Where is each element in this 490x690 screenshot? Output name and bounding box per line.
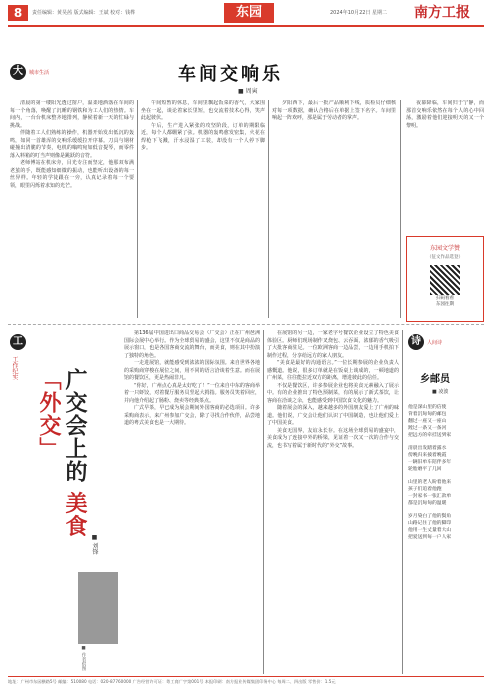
article-col-1 xyxy=(10,100,134,320)
paragraph: 清晨的第一缕阳光透过窗户，温柔地洒落在车间的每一个角落，唤醒了沉睡的钢铁和为工人们的热情。车间内，一台台机床整齐地排列，静候着新一天的忙碌与挑战。 xyxy=(10,100,134,129)
article-author: ■ 周寅 xyxy=(238,88,258,95)
poem-stanza xyxy=(408,513,486,541)
paragraph: 夜幕降临，车间归于宁静，而那首交响乐依然在每个人的心中回荡，激励着他们迎接明天的又一个黎明。 xyxy=(406,100,484,129)
paragraph: 不仅是餐饮区，许多参展企业也将美食元素融入了展示中。有的企业推出了特色预制菜，有的展示了新式茶饮，让客商在洽谈之余，也能感受到中国饮食文化的魅力。 xyxy=(267,382,399,404)
feature-title xyxy=(36,368,88,568)
paragraph: 美食无国界，友谊永长存。在这场全球贸易的盛宴中，美食成为了连接中外的桥梁，见证着一次又一次的合作与交流，也书写着属于新时代的“外交”故事。 xyxy=(267,427,399,449)
poem-line: 一辆旧单车陪伴多年 xyxy=(408,460,452,465)
poem-line: 翻过一座又一座山 xyxy=(408,419,447,424)
column-label: 城市生活 xyxy=(29,69,50,76)
footer-divider xyxy=(8,676,484,677)
editor-credits: 责任编辑：黄昊茜 版式编辑：王斌 校对：钱桦 xyxy=(32,10,136,16)
column-label: 工作纪实 xyxy=(11,356,18,380)
poem-stanza xyxy=(408,404,486,439)
feature-col-2 xyxy=(267,330,399,674)
header-divider xyxy=(8,25,484,27)
feature-title-line: 美食「外交」 xyxy=(36,368,88,538)
paragraph: 广式早茶，早已成为展会期间外国客商的必选项目。许多采购商表示，来广州参加广交会，除了寻找合作伙伴，品尝地道的粤式美食也是一大期待。 xyxy=(124,405,260,426)
poem-line: 把爱送到每一户人家 xyxy=(408,535,452,540)
poem-stanza xyxy=(408,479,486,507)
poem-line: 他是深山里的信使 xyxy=(408,405,447,410)
paragraph: 午后，生产进入紧张的攻坚阶段，订单的期限临近，每个人都绷紧了弦。机器的轰鸣愈发密集，火花在焊枪下飞溅，汗水浸湿了工装，却没有一个人停下脚步。 xyxy=(141,122,265,151)
section-title: 东园 xyxy=(224,3,274,23)
qr-code-icon[interactable] xyxy=(430,265,460,295)
poem-stanza xyxy=(408,445,486,473)
bottom-column-head xyxy=(10,334,26,350)
poem-line: 山里的老人盼着他来 xyxy=(408,480,452,485)
poem-line: 他用一生丈量着大山 xyxy=(408,528,452,533)
photo-caption: ■ 作者供图 xyxy=(81,646,86,671)
newspaper-logo: 南方工报 xyxy=(414,5,470,21)
poem-line: 把远方的牵挂送到家 xyxy=(408,433,452,438)
column-rule xyxy=(402,330,403,674)
promo-caption: 扫码看看 xyxy=(436,296,454,301)
article-title: 车间交响乐 xyxy=(178,64,283,85)
column-badge: 大 xyxy=(10,64,26,80)
column-rule xyxy=(137,100,138,318)
poem-line: 孩子们追着他跑 xyxy=(408,487,442,492)
issue-date: 2024年10月22日 星期二 xyxy=(330,10,388,16)
column-rule xyxy=(263,330,264,674)
paragraph: 午间短暂的休息，车间里飘起饭菜的香气，大家围坐在一起，谈论着家长里短，也交流着技术心得，笑声此起彼伏。 xyxy=(141,100,265,121)
poem-line: 傍晚归来披着晚霞 xyxy=(408,453,447,458)
top-column-head xyxy=(10,64,49,80)
poem-line: 山路记住了他的脚印 xyxy=(408,521,452,526)
poem-line: 一封家书一张汇款单 xyxy=(408,494,452,499)
poem-author: ■ 凌波 xyxy=(432,389,449,395)
author-photo xyxy=(78,572,118,644)
column-badge: 诗 xyxy=(408,334,424,350)
paragraph: 伴随着工人们熟练的操作，机器开始发出低沉的轰鸣，如同一首雄浑的交响乐缓缓拉开序幕。刀具与钢材碰撞出清脆的节奏，电机的嗡鸣宛如低音提琴，而零件落入料箱的叮当声则像是跳跃的音符。 xyxy=(10,130,134,159)
paragraph: 第136届中国进出口商品交易会（广交会）正在广州琶洲国际会展中心举行。作为全球贸易的盛会，这里不仅是商品的展示窗口，也是各国客商交流的舞台，而美食，则在其中扮演了独特的角色。 xyxy=(124,330,260,359)
qr-promo-box xyxy=(406,236,484,322)
poem-line: 轮胎磨平了几回 xyxy=(408,467,442,472)
footer-info: 地址：广州市东园横路5号 邮编：510080 电话：020-87760000 广告经营许可证：粤工商广字第001号 本报印刷：南方报业传媒集团印务中心 每周二、四出版 零售价：1.5元 xyxy=(8,679,336,684)
feature-title-line: 广交会上的 xyxy=(62,368,88,483)
feature-col-1 xyxy=(124,330,260,674)
article-col-2 xyxy=(141,100,265,320)
poem-body xyxy=(408,404,486,547)
article-col-3 xyxy=(272,100,396,320)
poem-line: 都是沉甸甸的温暖 xyxy=(408,501,447,506)
promo-caption: 东园往期 xyxy=(436,302,454,307)
column-badge: 工 xyxy=(10,334,26,350)
paragraph: 一走进展馆，就能感受到浓浓的国际氛围。来自世界各地的采购商穿梭在展位之间，用不同的语言洽谈着生意。而在展馆的餐饮区，更是热闹非凡。 xyxy=(124,360,260,381)
paragraph: 在展馆的另一边，一家老字号餐饮企业设立了特色美食体验区。厨师们现场制作叉烧包、云吞面，浓郁的香气吸引了大批客商驻足。一位欧洲客商一边品尝，一边用手机拍下制作过程，分享给远方的家人朋友。 xyxy=(267,330,399,359)
paragraph: “美食是最好的沟通语言。”一位长期参展的企业负责人感慨道。他说，很多订单就是在饭桌上谈成的，一顿地道的广州菜，往往能拉近双方的距离，增进彼此的信任。 xyxy=(267,360,399,381)
poem-line: 背着沉甸甸的邮包 xyxy=(408,412,447,417)
poem-line: 蹚过一条又一条河 xyxy=(408,426,447,431)
section-divider xyxy=(8,324,484,325)
feature-author: ■ 刘锋 xyxy=(91,534,98,555)
column-rule xyxy=(400,100,401,318)
promo-title: 东园文学赞 xyxy=(429,245,460,252)
paragraph: 随着展会的深入，越来越多的外国朋友爱上了广州的味道。他们说，广交会让他们认识了中国制造，也让他们爱上了中国美食。 xyxy=(267,405,399,426)
paragraph: 老师傅站在机床旁，目光专注而坚定，他那双布满老茧的手，既能感知细微的振动，也能听出设备的每一丝异样。年轻的学徒跟在一旁，认真记录着每一个要领，眼里闪烁着求知的光芒。 xyxy=(10,160,134,189)
paragraph: “你好，广州点心真是太好吃了！”一位来自中东的客商举着一只虾饺，对着餐厅服务员竖起大拇指。服务员笑着回应，并向他介绍起了肠粉、烧卖等经典茶点。 xyxy=(124,382,260,404)
page-number: 8 xyxy=(8,5,28,21)
promo-subtitle: （征文作品选登） xyxy=(427,255,463,260)
poem-line: 岁月染白了他的鬓角 xyxy=(408,514,452,519)
poem-line: 清晨出发踏着露水 xyxy=(408,446,447,451)
column-rule xyxy=(268,100,269,318)
poem-title: 乡邮员 xyxy=(420,374,450,385)
poem-column-head xyxy=(408,334,442,350)
article-col-4 xyxy=(406,100,484,230)
paragraph: 夕阳西下，最后一批产品顺利下线，质检员仔细核对每一项数据，确认合格后在单据上签下名字。车间里响起一阵欢呼，那是属于劳动者的掌声。 xyxy=(272,100,396,121)
column-label: 人间诗 xyxy=(427,339,443,346)
